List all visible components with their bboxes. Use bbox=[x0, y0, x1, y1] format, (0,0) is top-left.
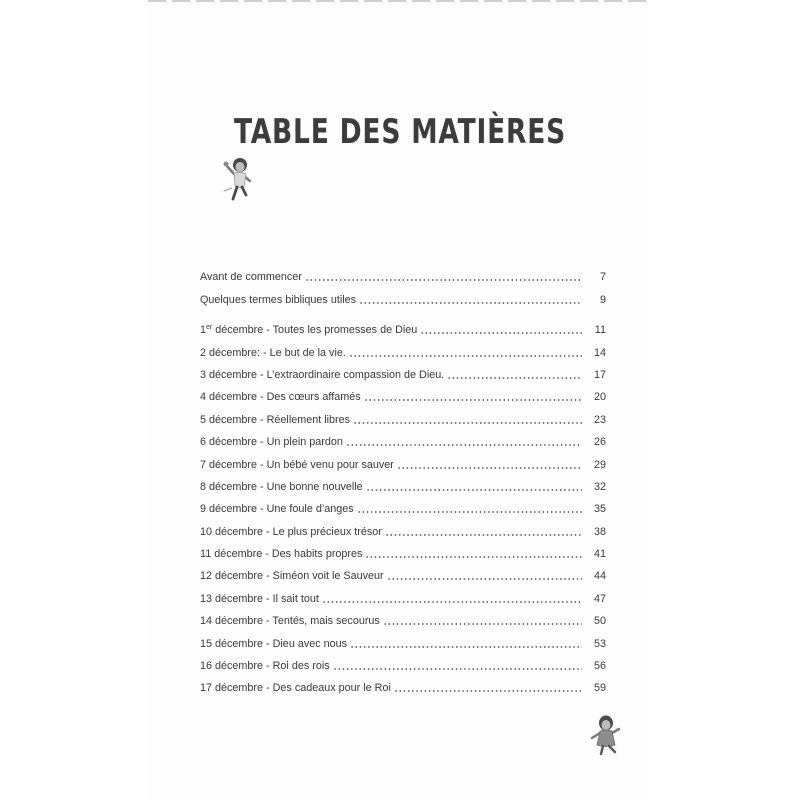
toc-page-number: 9 bbox=[599, 293, 606, 306]
toc-entry-label: 9 décembre - Une foule d’anges bbox=[200, 503, 354, 516]
ordinal-suffix: er bbox=[206, 324, 213, 332]
toc-row[interactable] bbox=[200, 449, 606, 471]
dot-leader bbox=[346, 437, 582, 447]
toc-page-number: 38 bbox=[593, 525, 606, 538]
toc-page-number: 44 bbox=[593, 570, 606, 583]
toc-row[interactable] bbox=[200, 628, 606, 650]
toc-entry-label: 6 décembre - Un plein pardon bbox=[200, 436, 343, 449]
toc-entry-label: 17 décembre - Des cadeaux pour le Roi bbox=[200, 682, 391, 695]
toc-page-number: 29 bbox=[593, 458, 606, 471]
dot-leader bbox=[365, 549, 582, 559]
toc-row[interactable] bbox=[200, 427, 606, 449]
toc-row[interactable] bbox=[200, 494, 606, 516]
toc-row[interactable] bbox=[200, 284, 606, 306]
dot-leader bbox=[364, 392, 582, 402]
dot-leader bbox=[359, 295, 582, 305]
toc-entry-label: 13 décembre - Il sait tout bbox=[200, 592, 319, 605]
dot-leader bbox=[387, 571, 582, 581]
dot-leader bbox=[397, 460, 582, 470]
toc-page-number: 56 bbox=[593, 660, 606, 673]
dot-leader bbox=[322, 594, 582, 604]
toc-row[interactable] bbox=[200, 315, 606, 337]
toc-page-number: 47 bbox=[593, 592, 606, 605]
toc-entry-label bbox=[200, 323, 420, 337]
toc-page-number: 26 bbox=[593, 436, 606, 449]
dot-leader bbox=[305, 272, 582, 282]
toc-row[interactable] bbox=[200, 539, 606, 561]
toc-entry-text: décembre - Toutes les promesses de Dieu bbox=[212, 324, 418, 337]
toc-row[interactable] bbox=[200, 382, 606, 404]
top-edge-strip bbox=[148, 0, 648, 2]
toc-page-number: 35 bbox=[593, 503, 606, 516]
toc-row[interactable] bbox=[200, 472, 606, 494]
child-jumping-illustration bbox=[216, 155, 256, 207]
toc-page-number: 23 bbox=[593, 413, 606, 426]
toc-page-number: 7 bbox=[599, 271, 606, 284]
toc-entry-label: 8 décembre - Une bonne nouvelle bbox=[200, 480, 363, 493]
dot-leader bbox=[383, 616, 582, 626]
toc-page-number: 32 bbox=[593, 480, 606, 493]
toc-row[interactable] bbox=[200, 360, 606, 382]
toc-entry-label: 10 décembre - Le plus précieux trésor bbox=[200, 525, 382, 538]
toc-row[interactable] bbox=[200, 583, 606, 605]
toc-entry-label: Avant de commencer bbox=[200, 271, 302, 284]
toc-entry-label: 11 décembre - Des habits propres bbox=[200, 548, 363, 561]
toc-entry-label: 12 décembre - Siméon voit le Sauveur bbox=[200, 570, 384, 583]
dot-leader bbox=[349, 348, 582, 358]
toc-row[interactable] bbox=[200, 404, 606, 426]
toc-page-number: 11 bbox=[594, 324, 606, 337]
dot-leader bbox=[333, 661, 582, 671]
toc-entry-label: Quelques termes bibliques utiles bbox=[200, 293, 357, 306]
dot-leader bbox=[447, 370, 582, 380]
toc-page-number: 17 bbox=[593, 368, 606, 381]
dot-leader bbox=[350, 639, 582, 649]
dot-leader bbox=[357, 504, 582, 514]
toc-entry-label: 2 décembre: - Le but de la vie. bbox=[200, 346, 346, 359]
day-number: 1 bbox=[200, 324, 207, 337]
page-title: TABLE DES MATIÈRES bbox=[233, 112, 567, 152]
dot-leader bbox=[353, 415, 582, 425]
toc-entry-label: 3 décembre - L’extraordinaire compassion de Dieu. bbox=[200, 368, 445, 381]
toc-entry-label: 16 décembre - Roi des rois bbox=[200, 660, 330, 673]
toc-entry-label: 7 décembre - Un bébé venu pour sauver bbox=[200, 458, 394, 471]
dot-leader bbox=[366, 482, 582, 492]
toc-row[interactable] bbox=[200, 606, 606, 628]
dot-leader bbox=[385, 527, 582, 537]
toc-page-number: 50 bbox=[593, 615, 606, 628]
toc-row[interactable] bbox=[200, 337, 606, 359]
toc-entry-label: 4 décembre - Des cœurs affamés bbox=[200, 391, 361, 404]
toc-page-number: 53 bbox=[593, 637, 606, 650]
toc-row[interactable] bbox=[200, 673, 606, 695]
dot-leader bbox=[420, 325, 582, 335]
toc-page-number: 59 bbox=[593, 682, 606, 695]
toc-page-number: 20 bbox=[593, 391, 606, 404]
toc-page-number: 41 bbox=[593, 548, 606, 561]
toc-row[interactable] bbox=[200, 262, 606, 284]
toc-row[interactable] bbox=[200, 516, 606, 538]
table-of-contents bbox=[200, 262, 606, 695]
toc-row[interactable] bbox=[200, 561, 606, 583]
toc-entry-label: 15 décembre - Dieu avec nous bbox=[200, 637, 348, 650]
toc-row[interactable] bbox=[200, 651, 606, 673]
dot-leader bbox=[394, 683, 582, 693]
toc-entry-label: 5 décembre - Réellement libres bbox=[200, 413, 351, 426]
toc-entry-label: 14 décembre - Tentés, mais secourus bbox=[200, 615, 380, 628]
toc-page-number: 14 bbox=[593, 346, 606, 359]
child-floating-illustration bbox=[586, 714, 626, 760]
